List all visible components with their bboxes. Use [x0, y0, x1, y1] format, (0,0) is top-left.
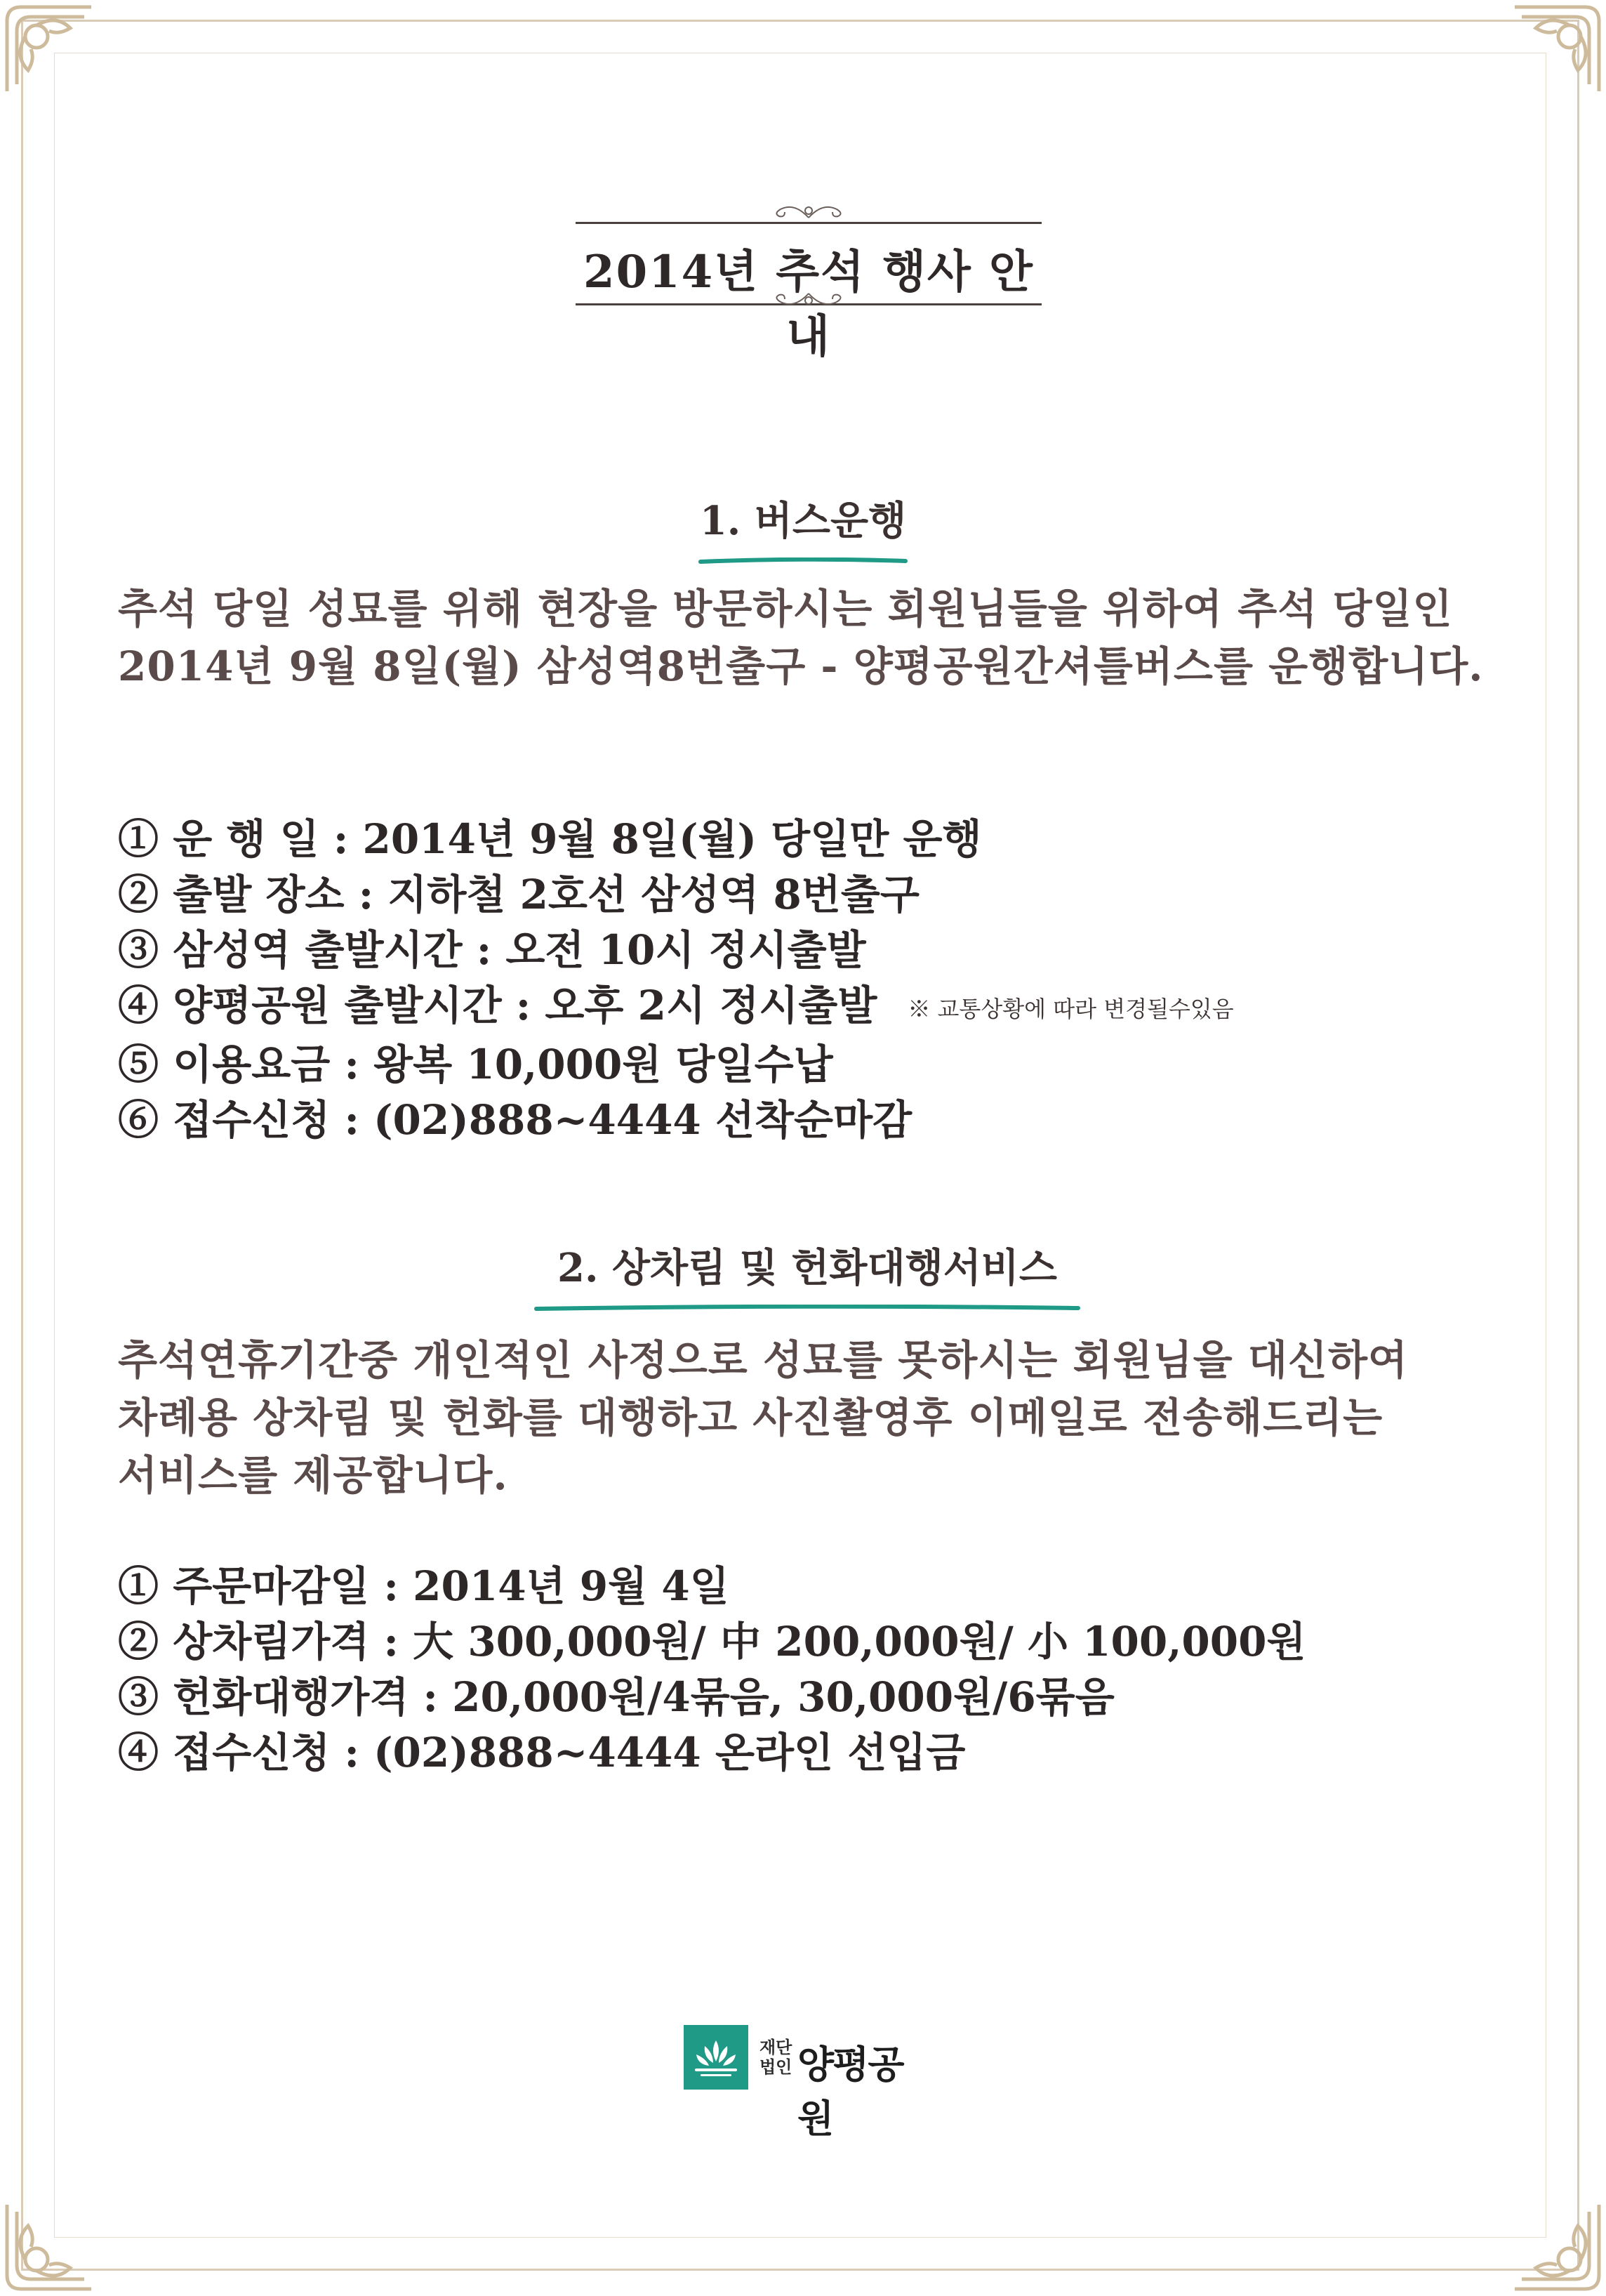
list-item: ② 상차림가격 : 大 300,000원/ 中 200,000원/ 小 100,000원 — [118, 1618, 1306, 1665]
scroll-ornament-icon — [766, 291, 851, 312]
list-item — [118, 978, 1234, 1037]
section1-heading — [698, 490, 908, 546]
list-item-text: ④ 양평공원 출발시간 : 오후 2시 정시출발 — [118, 982, 877, 1029]
brush-underline-icon — [533, 1305, 1081, 1312]
logo-name: 양평공원 — [797, 2043, 903, 2141]
section2-heading — [533, 1237, 1081, 1293]
brush-underline-icon — [698, 557, 908, 565]
corner-ornament-icon — [1508, 0, 1606, 98]
corner-ornament-icon — [0, 2198, 98, 2296]
corner-ornament-icon — [0, 0, 98, 98]
section1-list — [118, 812, 1234, 1148]
lotus-icon — [684, 2025, 748, 2090]
list-item: ④ 접수신청 : (02)888~4444 온라인 선입금 — [118, 1729, 966, 1776]
list-item: ⑤ 이용요금 : 왕복 10,000원 당일수납 — [118, 1041, 833, 1088]
scroll-ornament-icon — [766, 199, 851, 220]
paragraph-line: 서비스를 제공합니다. — [118, 1451, 508, 1499]
traffic-note: ※ 교통상황에 따라 변경될수있음 — [908, 996, 1234, 1022]
list-item: ⑥ 접수신청 : (02)888~4444 선착순마감 — [118, 1096, 912, 1144]
section2-paragraph — [118, 1331, 1408, 1504]
section2-list — [118, 1559, 1306, 1781]
list-item: ② 출발 장소 : 지하철 2호선 삼성역 8번출구 — [118, 871, 920, 918]
paragraph-line: 2014년 9월 8일(월) 삼성역8번출구 - 양평공원간셔틀버스를 운행합니다. — [118, 642, 1484, 690]
title-block — [576, 198, 1042, 363]
list-item: ① 운 행 일 : 2014년 9월 8일(월) 당일만 운행 — [118, 815, 982, 863]
paragraph-line: 추석연휴기간중 개인적인 사정으로 성묘를 못하시는 회원님을 대신하여 — [118, 1336, 1408, 1384]
foundation-logo — [684, 2025, 936, 2141]
paragraph-line: 차례용 상차림 및 헌화를 대행하고 사진촬영후 이메일로 전송해드리는 — [118, 1394, 1383, 1441]
section1-heading-text: 1. 버스운행 — [699, 498, 907, 544]
section1-paragraph — [118, 580, 1484, 695]
section2-heading-text: 2. 상차림 및 헌화대행서비스 — [557, 1245, 1057, 1291]
list-item: ③ 헌화대행가격 : 20,000원/4묶음, 30,000원/6묶음 — [118, 1673, 1115, 1721]
paragraph-line: 추석 당일 성묘를 위해 현장을 방문하시는 회원님들을 위하여 추석 당일인 — [118, 585, 1453, 633]
logo-small-text: 법인 — [759, 2057, 792, 2077]
logo-mark — [684, 2025, 748, 2090]
logo-foundation-label — [759, 2038, 792, 2077]
title-rule-top — [576, 222, 1042, 224]
list-item: ③ 삼성역 출발시간 : 오전 10시 정시출발 — [118, 926, 866, 974]
corner-ornament-icon — [1508, 2198, 1606, 2296]
page-title: 2014년 추석 행사 안내 — [583, 246, 1034, 363]
list-item: ① 주문마감일 : 2014년 9월 4일 — [118, 1562, 729, 1610]
logo-small-text: 재단 — [759, 2038, 792, 2057]
